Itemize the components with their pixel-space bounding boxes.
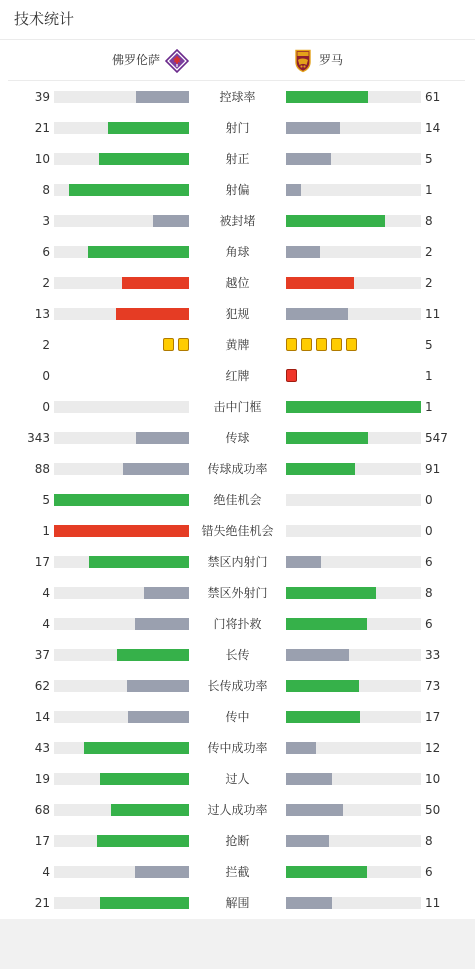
away-bar-track (286, 277, 421, 289)
away-bar-track (286, 680, 421, 692)
stat-row (0, 237, 475, 268)
home-bar-track (54, 494, 189, 506)
home-value: 68 (34, 803, 50, 817)
away-bar (286, 866, 367, 878)
away-bar-track (286, 556, 421, 568)
away-bar (286, 835, 329, 847)
away-value: 1 (425, 369, 433, 383)
away-value: 0 (425, 493, 433, 507)
yellow-card-icon (301, 338, 312, 351)
stat-label: 传球 (225, 431, 250, 445)
away-bar-track (286, 866, 421, 878)
home-value: 343 (27, 431, 50, 445)
stat-label: 长传成功率 (207, 679, 268, 693)
away-bar-track (286, 184, 421, 196)
away-value: 73 (425, 679, 441, 693)
yellow-card-icon (316, 338, 327, 351)
home-value: 2 (42, 276, 50, 290)
stat-label: 角球 (225, 245, 250, 259)
home-bar-track (54, 587, 189, 599)
stat-label: 门将扑救 (213, 617, 262, 631)
stat-row (0, 175, 475, 206)
yellow-card-icon (178, 338, 189, 351)
away-bar (286, 463, 355, 475)
stat-label: 传中成功率 (207, 741, 268, 755)
home-bar-track (54, 246, 189, 258)
away-value: 547 (425, 431, 448, 445)
home-bar-track (54, 401, 189, 413)
away-value: 17 (425, 710, 441, 724)
away-team-name[interactable]: 罗马 (319, 53, 344, 67)
away-bar-track (286, 897, 421, 909)
stat-row (0, 795, 475, 826)
home-bar (111, 804, 189, 816)
stat-row (0, 485, 475, 516)
away-bar-track (286, 308, 421, 320)
home-bar-track (54, 525, 189, 537)
away-bar-track (286, 401, 421, 413)
stat-label: 射偏 (225, 183, 250, 197)
stat-label: 拦截 (225, 865, 250, 879)
away-value: 6 (425, 555, 433, 569)
stat-label: 过人成功率 (207, 803, 268, 817)
away-bar (286, 91, 368, 103)
home-value: 17 (34, 555, 50, 569)
away-bar-track (286, 91, 421, 103)
away-value: 61 (425, 90, 441, 104)
stat-label: 错失绝佳机会 (201, 524, 274, 538)
home-bar-track (54, 556, 189, 568)
away-bar (286, 897, 332, 909)
away-value: 2 (425, 245, 433, 259)
home-bar (100, 773, 189, 785)
away-value: 11 (425, 896, 441, 910)
away-bar (286, 122, 340, 134)
away-value: 10 (425, 772, 441, 786)
away-bar (286, 649, 349, 661)
stat-row (0, 547, 475, 578)
home-team-name[interactable]: 佛罗伦萨 (111, 53, 160, 67)
away-bar-track (286, 525, 421, 537)
home-value: 88 (34, 462, 50, 476)
stat-row (0, 268, 475, 299)
home-bar-track (54, 835, 189, 847)
stat-row (0, 113, 475, 144)
away-cards (286, 369, 301, 383)
home-value: 0 (42, 369, 50, 383)
home-bar (54, 494, 189, 506)
stat-label: 红牌 (225, 369, 250, 383)
stat-row (0, 640, 475, 671)
home-bar-track (54, 618, 189, 630)
away-bar (286, 556, 321, 568)
stat-label: 过人 (225, 772, 250, 786)
stat-row (0, 702, 475, 733)
home-value: 39 (34, 90, 50, 104)
home-bar (153, 215, 189, 227)
home-bar-track (54, 711, 189, 723)
away-bar (286, 711, 360, 723)
stat-label: 射门 (225, 121, 250, 135)
stat-row (0, 578, 475, 609)
away-bar (286, 401, 421, 413)
away-bar-track (286, 215, 421, 227)
away-value: 1 (425, 400, 433, 414)
away-bar-track (286, 494, 421, 506)
home-bar-track (54, 91, 189, 103)
home-bar-track (54, 153, 189, 165)
away-cards (286, 338, 361, 352)
stat-label: 射正 (225, 152, 250, 166)
away-value: 33 (425, 648, 441, 662)
home-value: 14 (34, 710, 50, 724)
stat-label: 黄牌 (225, 338, 250, 352)
stat-row (0, 857, 475, 888)
away-bar (286, 773, 332, 785)
away-value: 8 (425, 214, 433, 228)
yellow-card-icon (163, 338, 174, 351)
home-value: 0 (42, 400, 50, 414)
stat-label: 绝佳机会 (213, 493, 262, 507)
away-bar-track (286, 432, 421, 444)
away-value: 6 (425, 865, 433, 879)
away-value: 5 (425, 152, 433, 166)
away-bar (286, 308, 348, 320)
home-bar-track (54, 804, 189, 816)
home-bar (88, 246, 189, 258)
home-bar (136, 91, 189, 103)
home-value: 1 (42, 524, 50, 538)
away-value: 8 (425, 586, 433, 600)
away-bar-track (286, 618, 421, 630)
home-bar-track (54, 308, 189, 320)
home-bar-track (54, 773, 189, 785)
away-value: 8 (425, 834, 433, 848)
stat-row (0, 826, 475, 857)
away-value: 1 (425, 183, 433, 197)
red-card-icon (286, 369, 297, 382)
home-bar (89, 556, 189, 568)
home-value: 17 (34, 834, 50, 848)
home-bar (144, 587, 189, 599)
away-value: 50 (425, 803, 441, 817)
home-bar (116, 308, 189, 320)
away-bar-track (286, 773, 421, 785)
home-bar-track (54, 742, 189, 754)
page-title: 技术统计 (14, 10, 75, 28)
away-bar (286, 618, 367, 630)
away-bar (286, 277, 354, 289)
stat-row (0, 733, 475, 764)
home-bar (69, 184, 189, 196)
stat-row (0, 671, 475, 702)
away-bar-track (286, 804, 421, 816)
stat-label: 长传 (225, 648, 250, 662)
home-bar-track (54, 215, 189, 227)
home-value: 21 (34, 896, 50, 910)
home-value: 2 (42, 338, 50, 352)
home-bar (117, 649, 189, 661)
away-value: 2 (425, 276, 433, 290)
home-value: 6 (42, 245, 50, 259)
roma-logo-icon[interactable] (291, 49, 315, 73)
panel-header (0, 0, 475, 40)
stat-row (0, 82, 475, 113)
home-bar-track (54, 649, 189, 661)
away-bar (286, 184, 301, 196)
home-bar (97, 835, 189, 847)
away-value: 12 (425, 741, 441, 755)
home-bar (128, 711, 189, 723)
stat-row (0, 144, 475, 175)
home-bar-track (54, 432, 189, 444)
home-bar (123, 463, 189, 475)
stat-label: 禁区外射门 (207, 586, 268, 600)
stat-row (0, 423, 475, 454)
home-value: 3 (42, 214, 50, 228)
away-value: 91 (425, 462, 441, 476)
away-bar-track (286, 587, 421, 599)
away-value: 11 (425, 307, 441, 321)
home-bar-track (54, 897, 189, 909)
home-value: 13 (34, 307, 50, 321)
stat-row (0, 888, 475, 919)
stat-label: 解围 (225, 896, 250, 910)
stat-row (0, 361, 475, 392)
stat-row (0, 206, 475, 237)
stat-row (0, 330, 475, 361)
home-value: 37 (34, 648, 50, 662)
home-value: 4 (42, 865, 50, 879)
fiorentina-logo-icon[interactable] (165, 49, 189, 73)
away-bar (286, 246, 320, 258)
away-bar (286, 432, 368, 444)
home-bar (136, 432, 189, 444)
away-bar-track (286, 835, 421, 847)
stat-row (0, 764, 475, 795)
stat-label: 越位 (225, 276, 250, 290)
home-value: 10 (34, 152, 50, 166)
away-bar (286, 742, 316, 754)
away-bar (286, 680, 359, 692)
home-bar (84, 742, 189, 754)
stat-row (0, 609, 475, 640)
away-bar (286, 587, 376, 599)
home-bar (99, 153, 189, 165)
home-value: 62 (34, 679, 50, 693)
away-bar-track (286, 711, 421, 723)
stat-label: 禁区内射门 (207, 555, 268, 569)
yellow-card-icon (346, 338, 357, 351)
away-bar-track (286, 463, 421, 475)
away-bar (286, 804, 343, 816)
home-bar (135, 618, 189, 630)
home-value: 21 (34, 121, 50, 135)
home-value: 19 (34, 772, 50, 786)
home-value: 4 (42, 586, 50, 600)
stat-label: 抢断 (225, 834, 250, 848)
home-bar (127, 680, 189, 692)
yellow-card-icon (331, 338, 342, 351)
home-value: 8 (42, 183, 50, 197)
away-bar (286, 153, 331, 165)
stat-label: 犯规 (225, 307, 250, 321)
home-bar (122, 277, 190, 289)
away-bar-track (286, 122, 421, 134)
home-bar-track (54, 277, 189, 289)
stat-label: 控球率 (219, 90, 256, 104)
stat-row (0, 299, 475, 330)
home-bar-track (54, 463, 189, 475)
home-bar (135, 866, 189, 878)
stat-label: 击中门框 (213, 400, 262, 414)
home-bar (100, 897, 189, 909)
away-bar-track (286, 246, 421, 258)
stat-label: 被封堵 (219, 214, 256, 228)
away-bar (286, 215, 385, 227)
home-bar-track (54, 680, 189, 692)
stat-row (0, 516, 475, 547)
teams-header (8, 41, 465, 81)
stat-row (0, 454, 475, 485)
home-bar-track (54, 184, 189, 196)
away-bar-track (286, 649, 421, 661)
away-bar-track (286, 153, 421, 165)
home-bar (54, 525, 189, 537)
home-cards (159, 338, 189, 352)
stat-row (0, 392, 475, 423)
away-value: 6 (425, 617, 433, 631)
away-bar-track (286, 742, 421, 754)
away-value: 5 (425, 338, 433, 352)
home-bar-track (54, 122, 189, 134)
home-value: 5 (42, 493, 50, 507)
yellow-card-icon (286, 338, 297, 351)
home-value: 4 (42, 617, 50, 631)
stat-label: 传中 (225, 710, 250, 724)
home-bar (108, 122, 189, 134)
home-bar-track (54, 866, 189, 878)
away-value: 14 (425, 121, 441, 135)
away-value: 0 (425, 524, 433, 538)
stat-label: 传球成功率 (207, 462, 268, 476)
home-value: 43 (34, 741, 50, 755)
